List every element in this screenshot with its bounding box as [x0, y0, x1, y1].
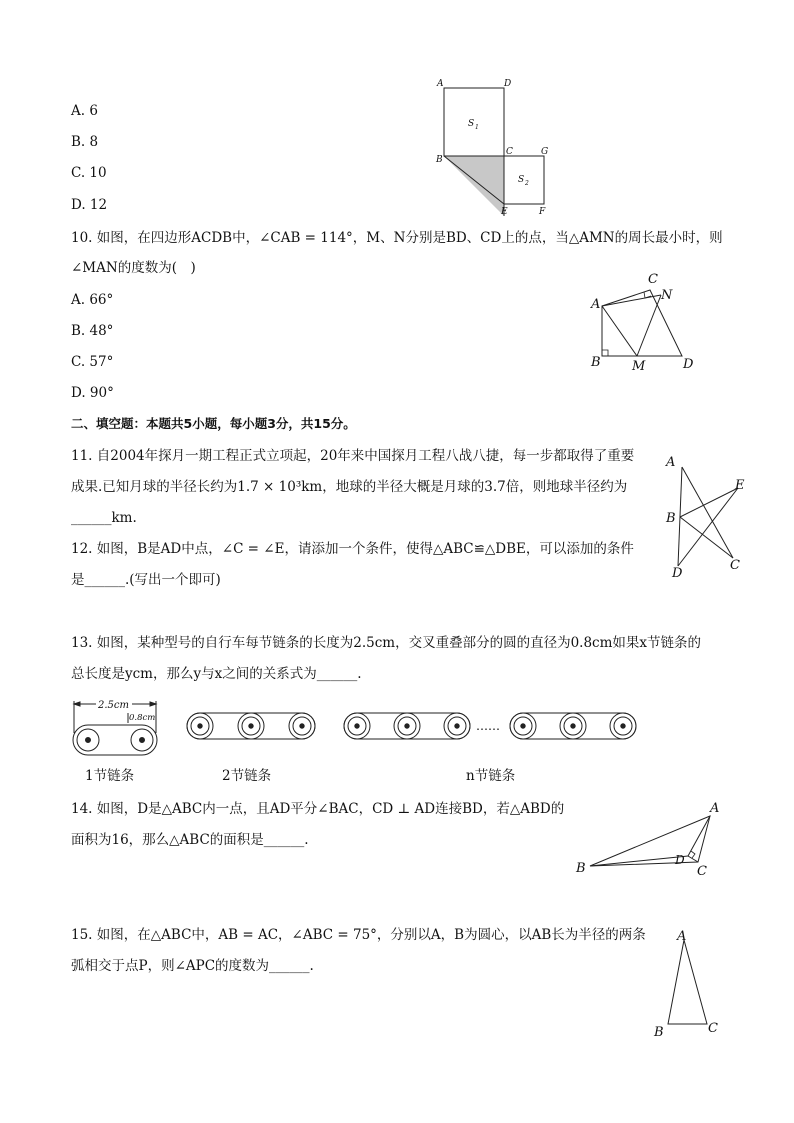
chain-2-links: [187, 713, 315, 739]
q14-triangle-figure: [570, 796, 730, 880]
q10-option-b: B. 48°: [71, 323, 114, 339]
q13-caption-2: 2节链条: [222, 768, 272, 784]
q9-label-a: A: [437, 79, 444, 89]
q9-label-f: F: [539, 207, 546, 217]
q12-stem-line1: 12. 如图，B是AD中点，∠C = ∠E，请添加一个条件，使得△ABC≌△DBE，可以添加的条件: [71, 541, 634, 557]
q11-stem-line2: 成果.已知月球的半径长约为1.7 × 10³km，地球的半径大概是月球的3.7倍，则地球半径约为: [71, 479, 628, 495]
q12-label-a: A: [666, 455, 676, 470]
q9-label-g: G: [541, 147, 549, 157]
q14-label-b: B: [576, 861, 586, 876]
q9-option-a: A. 6: [71, 103, 98, 119]
q9-label-s2-sub: 2: [525, 180, 529, 187]
q10-label-n: N: [661, 288, 673, 303]
q12-label-e: E: [735, 478, 745, 493]
q13-dim-overlap: 0.8cm: [129, 713, 156, 723]
q14-stem-line2: 面积为16，那么△ABC的面积是______.: [71, 832, 309, 848]
q15-stem-line2: 弧相交于点P，则∠APC的度数为______.: [71, 958, 314, 974]
q13-chain-figure: [70, 693, 650, 793]
q9-label-c: C: [506, 147, 513, 157]
q13-caption-1: 1节链条: [85, 768, 135, 784]
q15-stem-line1: 15. 如图，在△ABC中，AB = AC，∠ABC = 75°，分别以A，B为圆心，以AB长为半径的两条: [71, 927, 646, 943]
q10-quadrilateral-figure: [585, 268, 705, 376]
chain-n-links-left: [344, 713, 470, 739]
q15-label-b: B: [654, 1025, 664, 1040]
q14-label-d: D: [675, 853, 685, 867]
q15-label-a: A: [677, 929, 687, 944]
q9-label-s2: S: [518, 175, 525, 185]
q10-label-m: M: [632, 359, 646, 374]
q14-label-c: C: [697, 864, 707, 879]
q11-stem-line1: 11. 自2004年探月一期工程正式立项起，20年来中国探月工程八战八捷，每一步都取得了重要: [71, 448, 635, 464]
q9-label-d: D: [504, 79, 512, 89]
q13-caption-n: n节链条: [466, 768, 516, 784]
q13-ellipsis: ……: [476, 719, 500, 733]
q12-triangles-figure: [660, 452, 760, 582]
q9-label-e: E: [501, 207, 508, 217]
q13-dim-length: 2.5cm: [98, 700, 129, 711]
q10-option-c: C. 57°: [71, 354, 114, 370]
q10-stem-line2: ∠MAN的度数为( ): [71, 260, 196, 276]
chain-n-links-right: [510, 713, 636, 739]
q10-label-b: B: [591, 355, 601, 370]
q14-label-a: A: [710, 801, 720, 816]
q13-stem-line2: 总长度是ycm，那么y与x之间的关系式为______.: [71, 666, 362, 682]
q10-label-c: C: [648, 272, 658, 287]
q10-stem-line1: 10. 如图，在四边形ACDB中，∠CAB = 114°，M、N分别是BD、CD上的点，当△AMN的周长最小时，则: [71, 230, 723, 246]
section-heading: 二、填空题：本题共5小题，每小题3分，共15分。: [71, 416, 356, 431]
q10-option-a: A. 66°: [71, 292, 114, 308]
q9-label-b: B: [436, 155, 443, 165]
q12-label-b: B: [666, 511, 676, 526]
q10-label-d: D: [683, 357, 694, 372]
q9-squares-figure: [430, 76, 560, 218]
q9-label-s1-sub: 1: [475, 124, 479, 131]
q12-stem-line2: 是______.(写出一个即可): [71, 572, 221, 588]
q15-label-c: C: [708, 1021, 718, 1036]
q9-label-s1: S: [468, 119, 475, 129]
q15-isosceles-figure: [645, 924, 735, 1040]
q13-stem-line1: 13. 如图，某种型号的自行车每节链条的长度为2.5cm，交叉重叠部分的圆的直径为0.8cm如果x节链条的: [71, 635, 702, 651]
q9-option-d: D. 12: [71, 197, 108, 213]
q14-stem-line1: 14. 如图，D是△ABC内一点，且AD平分∠BAC，CD ⊥ AD连接BD，若△ABD的: [71, 801, 565, 817]
q12-label-d: D: [672, 566, 683, 581]
q9-option-b: B. 8: [71, 134, 99, 150]
q12-label-c: C: [730, 558, 740, 573]
q10-label-a: A: [591, 297, 601, 312]
q10-option-d: D. 90°: [71, 385, 114, 401]
q11-stem-line3: ______km.: [71, 510, 137, 526]
q9-option-c: C. 10: [71, 165, 107, 181]
